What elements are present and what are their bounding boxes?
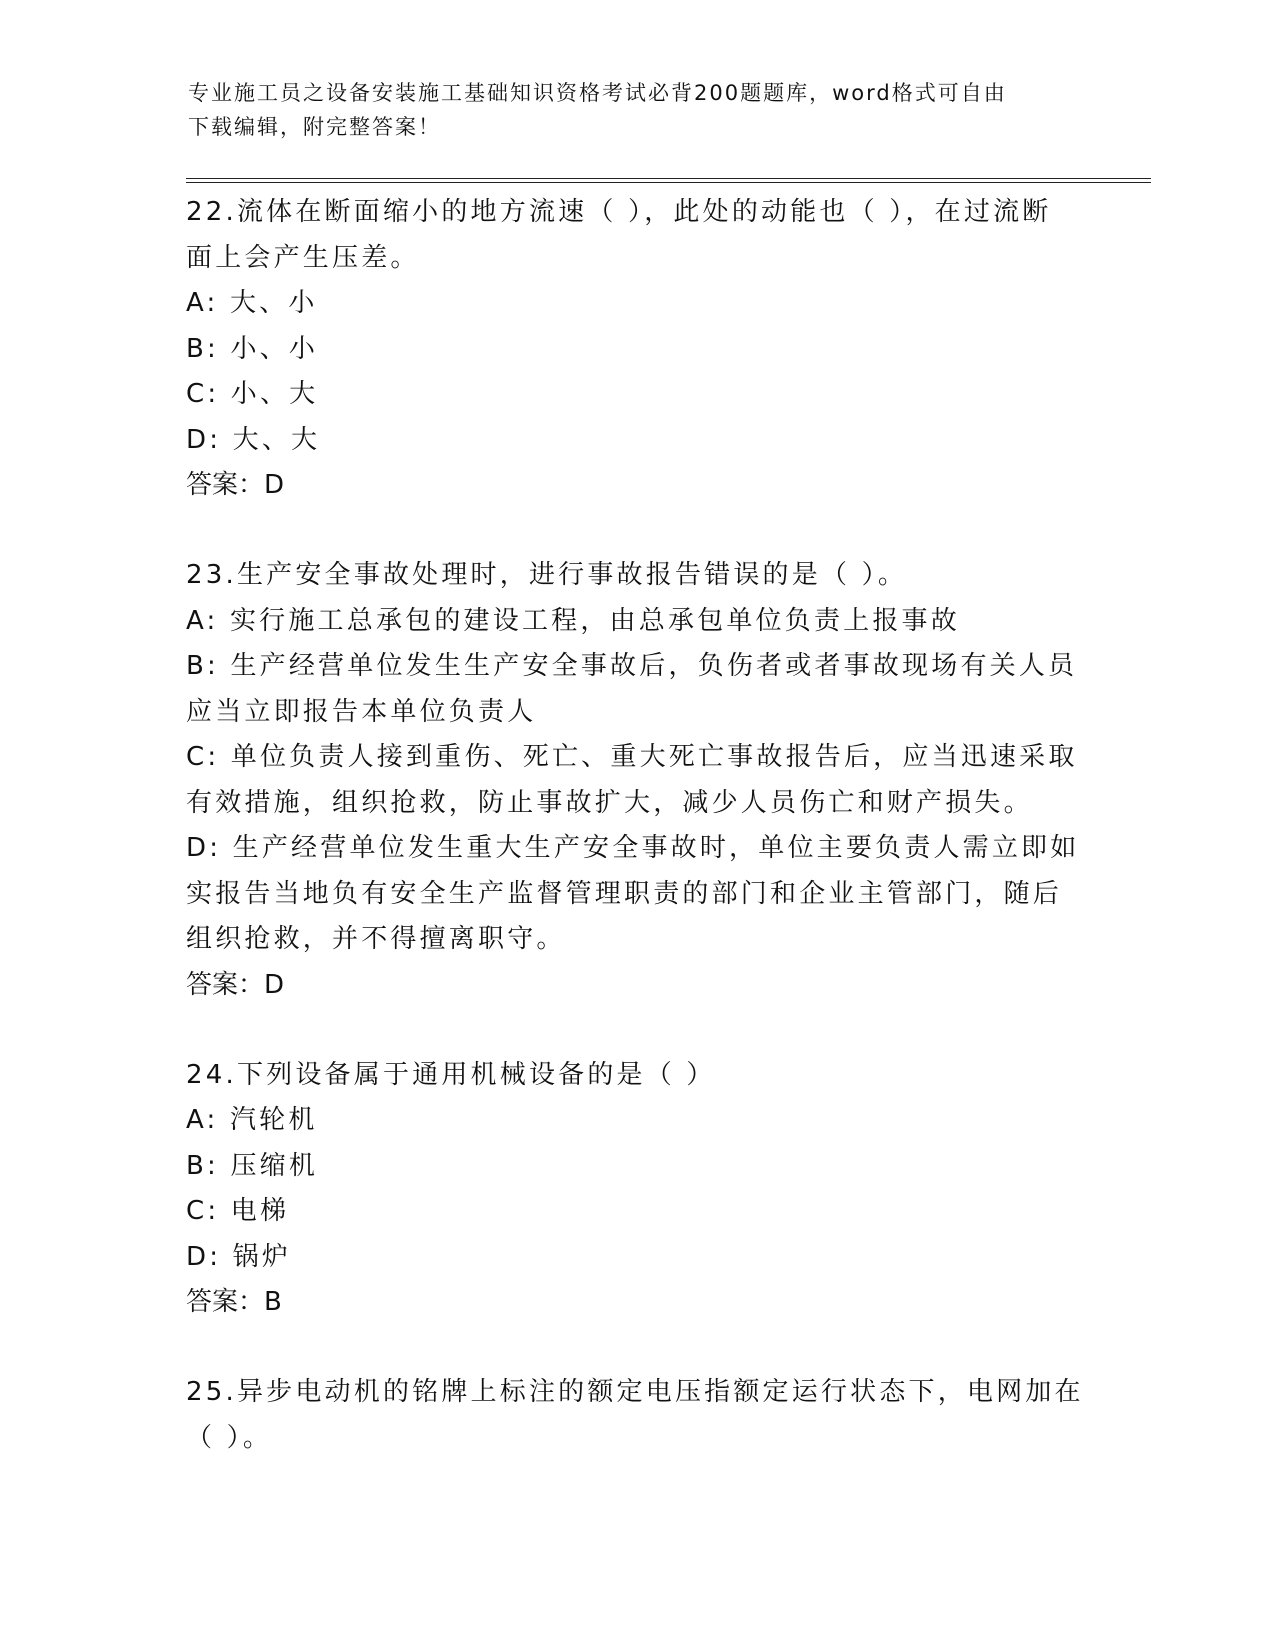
- option-c-continued: 有效措施，组织抢救，防止事故扩大，减少人员伤亡和财产损失。: [186, 787, 1033, 818]
- question-stem: 24.下列设备属于通用机械设备的是（ ）: [186, 1059, 716, 1090]
- option-c: C: 单位负责人接到重伤、死亡、重大死亡事故报告后，应当迅速采取: [186, 742, 1078, 772]
- header-line-1: 专业施工员之设备安装施工基础知识资格考试必背200题题库，word格式可自由: [188, 81, 1007, 105]
- option-b: B: 小、小: [186, 333, 319, 364]
- header-line-2: 下载编辑，附完整答案！: [188, 115, 441, 139]
- spacer: [186, 508, 1086, 553]
- document-header: [188, 76, 1068, 144]
- option-c: C: 电梯: [186, 1196, 290, 1226]
- question-25: [186, 1370, 1086, 1461]
- question-stem: 25.异步电动机的铭牌上标注的额定电压指额定运行状态下，电网加在: [186, 1377, 1084, 1407]
- option-b: B: 压缩机: [186, 1150, 319, 1181]
- question-24: [186, 1053, 1086, 1326]
- header-divider: [186, 178, 1151, 183]
- answer: 答案：B: [186, 1287, 282, 1317]
- option-d: D: 锅炉: [186, 1241, 292, 1272]
- question-list: [186, 190, 1086, 1461]
- answer: 答案：D: [186, 470, 285, 500]
- option-b-continued: 应当立即报告本单位负责人: [186, 696, 537, 727]
- question-stem: （ ）。: [186, 1422, 273, 1453]
- question-stem: 22.流体在断面缩小的地方流速（ ），此处的动能也（ ），在过流断: [186, 197, 1052, 227]
- question-stem: 面上会产生压差。: [186, 242, 420, 273]
- option-d: D: 生产经营单位发生重大生产安全事故时，单位主要负责人需立即如: [186, 833, 1080, 863]
- answer: 答案：D: [186, 969, 285, 1000]
- option-c: C: 小、大: [186, 379, 319, 409]
- option-d-continued: 实报告当地负有安全生产监督管理职责的部门和企业主管部门，随后: [186, 878, 1063, 909]
- option-b: B: 生产经营单位发生生产安全事故后，负伤者或者事故现场有关人员: [186, 651, 1078, 681]
- question-23: [186, 553, 1086, 1008]
- option-a: A: 实行施工总承包的建设工程，由总承包单位负责上报事故: [186, 605, 960, 636]
- spacer: [186, 1325, 1086, 1370]
- option-a: A: 汽轮机: [186, 1105, 318, 1135]
- option-a: A: 大、小: [186, 288, 318, 318]
- question-stem: 23.生产安全事故处理时，进行事故报告错误的是（ ）。: [186, 560, 908, 590]
- option-d-continued: 组织抢救，并不得擅离职守。: [186, 924, 566, 954]
- option-d: D: 大、大: [186, 424, 321, 455]
- spacer: [186, 1008, 1086, 1053]
- question-22: [186, 190, 1086, 508]
